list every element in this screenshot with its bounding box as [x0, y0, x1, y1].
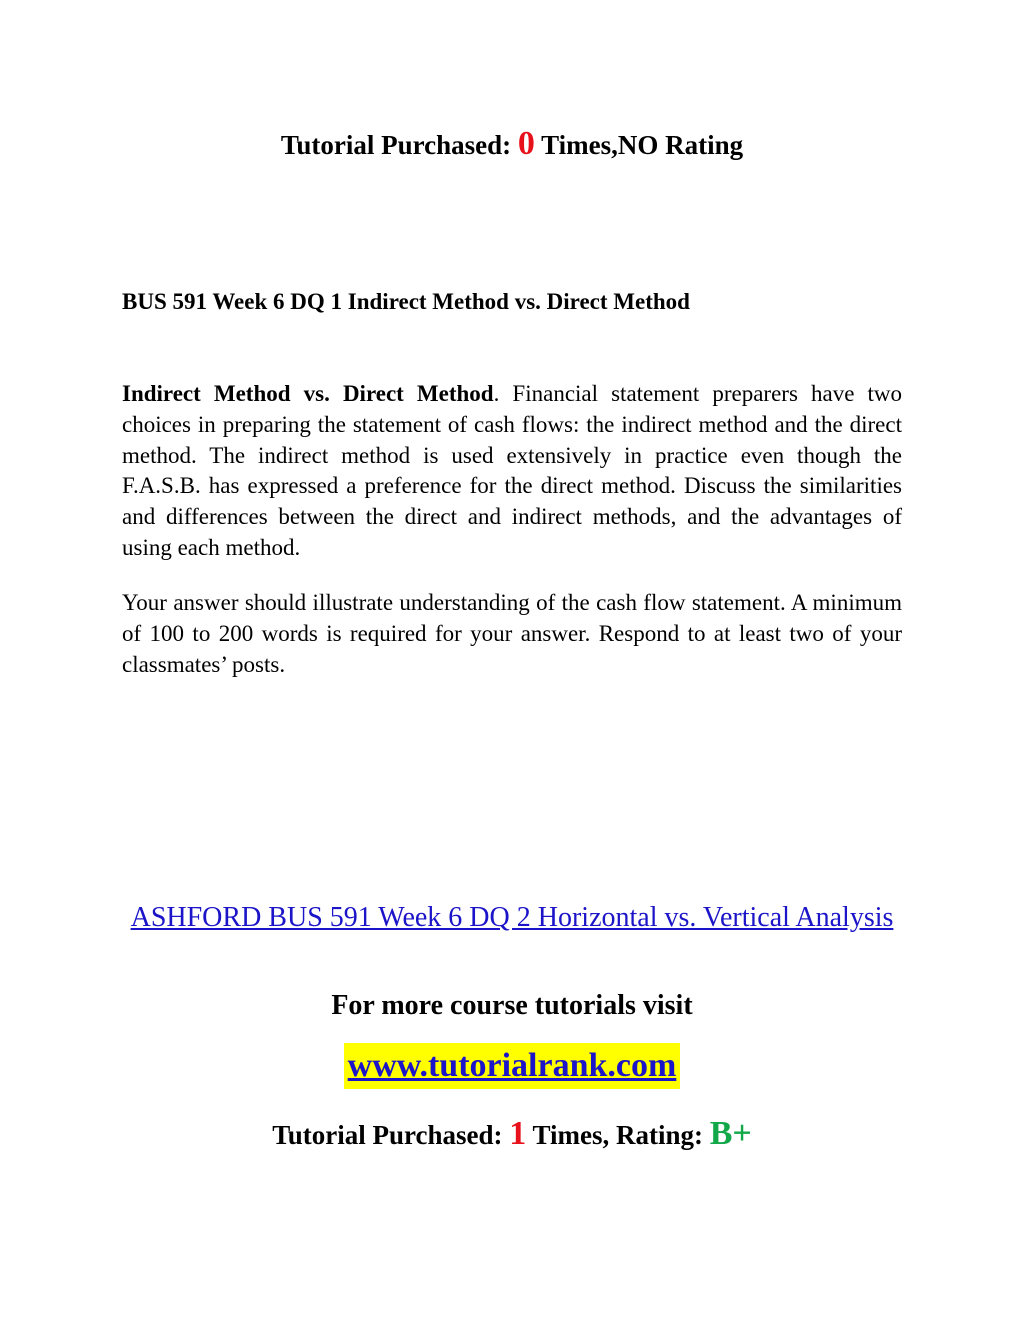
next-tutorial-link[interactable]: ASHFORD BUS 591 Week 6 DQ 2 Horizontal vs. Vertical Analysis — [130, 902, 894, 933]
question-lead: Indirect Method vs. Direct Method — [122, 381, 494, 406]
bottom-purchase-status — [0, 1112, 1024, 1157]
document-title: BUS 591 Week 6 DQ 1 Indirect Method vs. Direct Method — [122, 289, 690, 314]
bottom-status-prefix: Tutorial Purchased: — [272, 1120, 510, 1150]
top-status-prefix: Tutorial Purchased: — [280, 130, 518, 160]
rating-grade: B+ — [709, 1115, 752, 1152]
more-tutorials-text: For more course tutorials visit — [331, 990, 693, 1021]
top-status-suffix: Times,NO Rating — [534, 130, 744, 160]
question-paragraph — [122, 379, 902, 564]
question-text: . Financial statement preparers have two choices in preparing the statement of cash flows: the indirect method and the direct method. The indirect method is used extensively in practice even though the F.A.S.B. has expressed a preference for the direct method. Discuss the similarities and differences between the direct and indirect methods, and the advantages of using each method. — [122, 381, 903, 560]
site-link[interactable]: www.tutorialrank.com — [344, 1043, 681, 1089]
bottom-purchase-count: 1 — [509, 1115, 527, 1152]
site-link-wrapper — [0, 1043, 1024, 1089]
top-purchase-count: 0 — [517, 125, 535, 162]
instructions-paragraph: Your answer should illustrate understanding of the cash flow statement. A minimum of 100 to 200 words is required for your answer. Respond to at least two of your classmates’ posts. — [122, 590, 902, 677]
next-tutorial — [0, 900, 1024, 935]
bottom-status-middle: Times, Rating: — [526, 1120, 710, 1150]
top-purchase-status — [0, 124, 1024, 165]
